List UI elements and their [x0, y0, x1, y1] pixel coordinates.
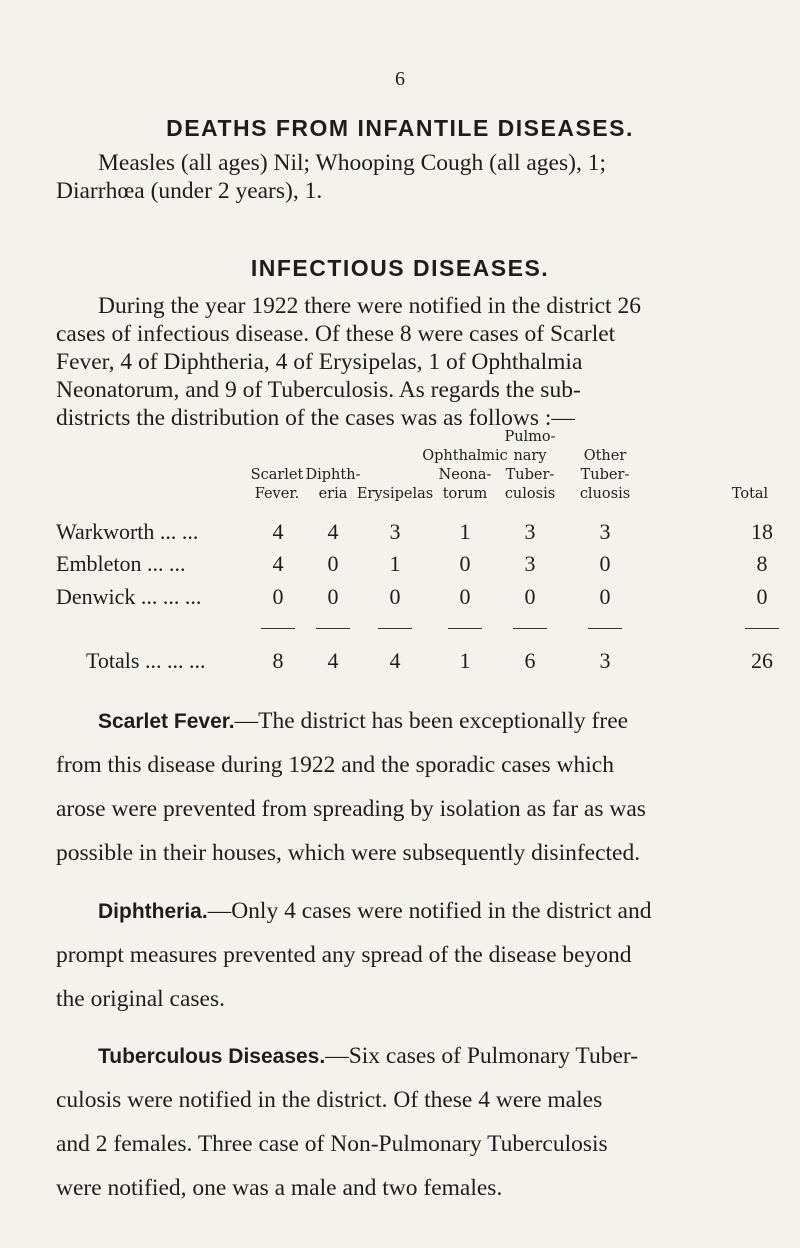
text-line: During the year 1922 there were notified in the district 26	[98, 293, 641, 319]
table-cell: 4	[272, 551, 284, 576]
text-line: Diarrhœa (under 2 years), 1.	[56, 178, 323, 204]
infantile-heading: DEATHS FROM INFANTILE DISEASES.	[166, 115, 634, 141]
column-header-total: Total	[731, 486, 769, 502]
infantile-paragraph	[56, 150, 764, 206]
table-cell: 1	[459, 519, 471, 544]
text-line: arose were prevented from spreading by isolation as far as was	[56, 796, 646, 822]
text-line: were notified, one was a male and two females.	[56, 1175, 503, 1201]
text-line: culosis were notified in the district. Of these 4 were males	[56, 1087, 603, 1113]
table-cell: 0	[599, 551, 611, 576]
column-header-erysipelas: Erysipelas	[356, 486, 434, 502]
text-line: —Only 4 cases were notified in the district and	[207, 898, 652, 924]
tuberculous-paragraph	[56, 1043, 764, 1219]
column-header-diphtheria: Diphth- eria	[305, 467, 361, 502]
table-cell: 0	[327, 551, 339, 576]
table-cell: 0	[756, 584, 768, 609]
diphtheria-label: Diphtheria.	[98, 900, 208, 923]
table-cell: 0	[524, 584, 536, 609]
text-line: prompt measures prevented any spread of the disease beyond	[56, 942, 632, 968]
infectious-heading: INFECTIOUS DISEASES.	[250, 255, 550, 281]
page-number: 6	[395, 68, 405, 90]
table-cell: 0	[272, 584, 284, 609]
column-header-ophthalmia: Ophthalmic Neona- torum	[422, 448, 508, 502]
table-cell: 3	[524, 551, 536, 576]
infectious-paragraph	[56, 293, 764, 433]
text-line: from this disease during 1922 and the sporadic cases which	[56, 752, 614, 778]
table-cell: 3	[599, 648, 611, 673]
diphtheria-paragraph	[56, 898, 764, 1030]
table-cell: 26	[751, 648, 773, 673]
row-label-denwick: Denwick ... ... ...	[56, 584, 202, 609]
text-line: Neonatorum, and 9 of Tuberculosis. As regards the sub-	[56, 377, 581, 403]
text-line: districts the distribution of the cases was as follows :—	[56, 405, 575, 431]
table-cell: 18	[751, 519, 773, 544]
row-label-warkworth: Warkworth ... ...	[56, 519, 199, 544]
text-line: —The district has been exceptionally free	[234, 708, 629, 734]
text-line: and 2 females. Three case of Non-Pulmonary Tuberculosis	[56, 1131, 608, 1157]
table-cell: 0	[459, 584, 471, 609]
table-cell: 3	[524, 519, 536, 544]
table-cell: 1	[459, 648, 471, 673]
row-label-totals: Totals ... ... ...	[86, 648, 206, 673]
row-label-embleton: Embleton ... ...	[56, 551, 186, 576]
text-line: —Six cases of Pulmonary Tuber-	[325, 1043, 639, 1069]
text-line: possible in their houses, which were subsequently disinfected.	[56, 840, 641, 866]
text-line: Measles (all ages) Nil; Whooping Cough (all ages), 1;	[98, 150, 606, 176]
scarlet-fever-paragraph	[56, 708, 764, 884]
table-cell: 3	[389, 519, 401, 544]
table-cell: 4	[389, 648, 401, 673]
table-cell: 0	[599, 584, 611, 609]
table-cell: 8	[756, 551, 768, 576]
table-cell: 1	[389, 551, 401, 576]
column-header-other-tuberculosis: Other Tuber- cluosis	[579, 448, 631, 502]
table-cell: 4	[327, 648, 339, 673]
scarlet-fever-label: Scarlet Fever.	[98, 710, 235, 733]
table-cell: 8	[272, 648, 284, 673]
table-cell: 0	[389, 584, 401, 609]
table-cell: 3	[599, 519, 611, 544]
table-cell: 6	[524, 648, 536, 673]
table-cell: 4	[327, 519, 339, 544]
tuberculous-label: Tuberculous Diseases.	[98, 1045, 326, 1068]
text-line: Fever, 4 of Diphtheria, 4 of Erysipelas, 1 of Ophthalmia	[56, 349, 583, 375]
column-header-scarlet-fever: Scarlet Fever.	[250, 467, 304, 502]
column-header-pulmonary: Pulmo- nary Tuber- culosis	[504, 429, 556, 502]
table-cell: 0	[459, 551, 471, 576]
text-line: cases of infectious disease. Of these 8 were cases of Scarlet	[56, 321, 616, 347]
text-line: the original cases.	[56, 986, 226, 1012]
table-cell: 0	[327, 584, 339, 609]
table-cell: 4	[272, 519, 284, 544]
